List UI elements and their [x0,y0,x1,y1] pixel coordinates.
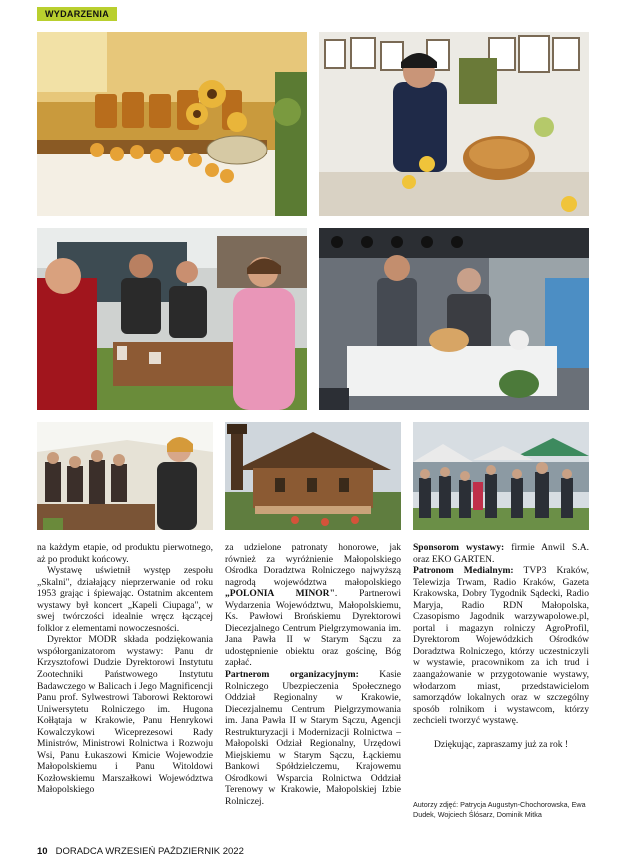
col2-paragraph-2 [225,669,401,808]
photo-visitors-tent [37,422,213,530]
col2-paragraph-1 [225,542,401,669]
partners-label: Partnerom organizacyjnym: [225,669,359,681]
photo-wooden-church [225,422,401,530]
text-column-1 [37,542,213,796]
award-name: „POLONIA MINOR" [225,588,335,600]
col1-paragraph-3: Dyrektor MODR składa podziękowania współorganizatorom wystawy: Panu dr Krzysztofowi Dudzie Dyrektorowi Instytutu Zootechniki Państwowego Instytutu Badawczego w Balicach i Jego Magnificencji Panu prof. Sylwestrowi Taborowi Rektorowi Uniwersytetu Rolniczego im. Hugona Kołłątaja w Krakowie, Panu Henrykowi Kowalczykowi Wiceprezesowi Rady Ministrów, Ministrowi Rolnictwa i Rozwoju Wsi, Panu Łukaszowi Kmicie Wojewodzie Małopolskiemu i Panu Witoldowi Kozłowskiemu Marszałkowi Województwa Małopolskiego [37,634,213,796]
photo-crowd-fair [413,422,589,530]
magazine-title: DORADCA WRZESIEŃ PAŹDZIERNIK 2022 [55,846,244,857]
col3-paragraph-1 [413,542,589,565]
media-patrons-label: Patronom Medialnym: [413,565,514,577]
section-tag: WYDARZENIA [37,7,117,21]
col1-paragraph-2: Wystawę uświetnił występ zespołu „Skalni", działający nieprzerwanie od roku 1953 grając i śpiewając. Ostatnim akcentem wystawy był koncert „Kapeli Ciupaga", w swej twórczości idealnie wręcz łączącej folklor z elementami nowoczesności. [37,565,213,634]
col2-text-c: . Partnerowi Wydarzenia Województwu, Małopolskiemu, Ks. Pawłowi Brońskiemu Dyrektorowi Diecezjalnego Centrum Pielgrzymowania im. Jana Pawła II w Starym Sączu za udostępnienie obiektu oraz gościnę, Bóg zapłać. [225,588,401,669]
partners-text: Kasie Rolniczego Ubezpieczenia Społecznego Oddział Regionalny w Krakowie, Diecezjalnemu Centrum Pielgrzymowania im. Jana Pawła II w Starym Sączu, Agencji Restrukturyzacji i Modernizacji Rolnictwa – Małopolski Odział Regionalny, Urzędowi Miejskiemu w Starym Sączu, Łąckiemu Bankowi Spółdzielczemu, Krajowemu Ośrodkowi Wsparcia Rolnictwa Oddział Terenowy w Krakowie, Małopolskiej Izbie Rolniczej. [225,669,401,808]
photo-credits: Autorzy zdjęć: Patrycja Augustyn-Chochorowska, Ewa Dudek, Wojciech Ślósarz, Dominik Mitka [413,800,586,819]
page-number: 10 [37,846,48,857]
photo-stage-cooking [319,228,589,410]
text-column-2 [225,542,401,808]
photo-honey-stall [37,32,307,216]
col2-text-a: za udzielone patronaty honorowe, jak również za wyróżnienie Małopolskiego Ośrodka Doradztwa Rolniczego najwyższą nagrodą województwa małopolskiego [225,542,401,588]
col1-paragraph-1: na każdym etapie, od produktu pierwotnego, aż po produkt końcowy. [37,542,213,565]
photo-bread-stand [319,32,589,216]
text-column-3 [413,542,589,750]
col3-paragraph-2 [413,565,589,727]
thanks-line: Dziękując, zapraszamy już za rok ! [433,738,569,750]
sponsors-text: firmie Anwil S.A. oraz EKO GARTEN. [413,542,589,565]
photo-meat-carving [37,228,307,410]
sponsors-label: Sponsorom wystawy: [413,542,505,553]
page-footer [37,846,244,857]
media-patrons-text: TVP3 Kraków, Telewizja Trwam, Radio Kraków, Gazeta Krakowska, Dobry Tygodnik Sądecki, Radio Maryja, Radio RDN Małopolska, Czasopismo Jagodnik warzywapolowe.pl, portal i magazyn rolniczy AgroProfil, Dyrektorom Wojewódzkich Ośrodków Doradztwa Rolniczego, którzy uczestniczyli w wystawie, pracownikom za ich trud i zaangażowanie w przygotowanie wystawy, włodarzom miast, przedstawicielom samorządów lokalnych oraz w szczególny sposób rolnikom i wystawcom, którzy zechcieli tworzyć wystawę. [413,565,589,727]
